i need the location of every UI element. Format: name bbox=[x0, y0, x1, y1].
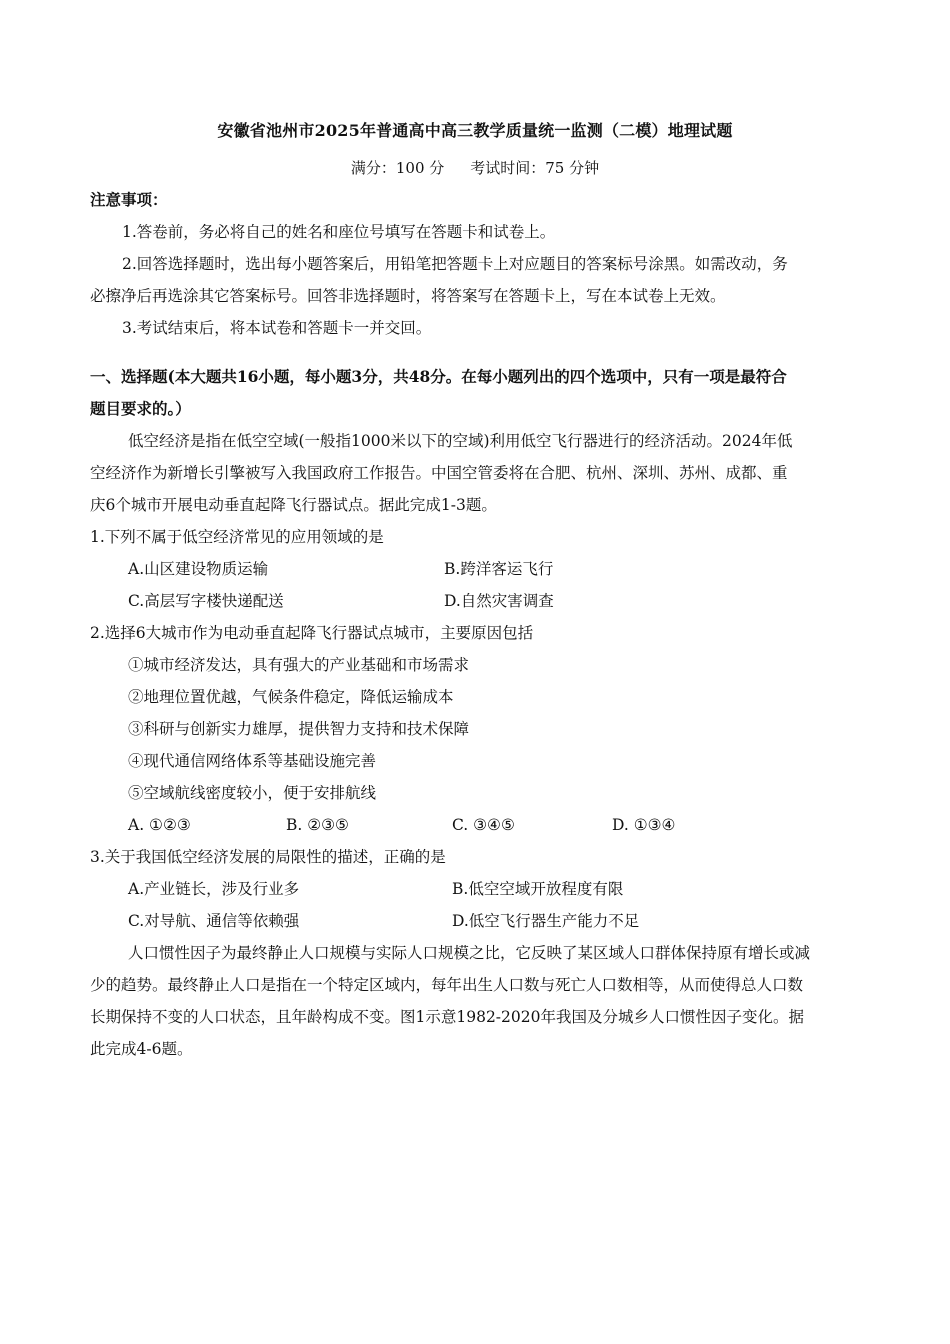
exam-time: 考试时间：75 分钟 bbox=[470, 159, 600, 177]
section-heading: 题目要求的。） bbox=[90, 399, 191, 418]
full-score: 满分：100 分 bbox=[350, 159, 445, 177]
exam-info bbox=[0, 157, 950, 178]
statement-item: ③科研与创新实力雄厚，提供智力支持和技术保障 bbox=[128, 720, 470, 738]
notice-item: 1.答卷前，务必将自己的姓名和座位号填写在答题卡和试卷上。 bbox=[122, 223, 556, 241]
option-c: C.对导航、通信等依赖强 bbox=[128, 912, 300, 930]
statement-item: ②地理位置优越，气候条件稳定，降低运输成本 bbox=[128, 688, 454, 706]
page-title: 安徽省池州市2025年普通高中高三教学质量统一监测（二模）地理试题 bbox=[217, 121, 733, 140]
option-a: A. ①②③ bbox=[128, 816, 191, 834]
option-d: D.自然灾害调查 bbox=[444, 592, 554, 610]
statement-item: ④现代通信网络体系等基础设施完善 bbox=[128, 752, 377, 770]
passage-line: 少的趋势。最终静止人口是指在一个特定区域内，每年出生人口数与死亡人口数相等，从而使得总人口数 bbox=[90, 976, 804, 994]
option-c: C. ③④⑤ bbox=[452, 816, 515, 834]
statement-item: ⑤空域航线密度较小，便于安排航线 bbox=[128, 784, 377, 802]
option-a: A.产业链长，涉及行业多 bbox=[128, 880, 300, 898]
question-stem: 2.选择6大城市作为电动垂直起降飞行器试点城市，主要原因包括 bbox=[90, 624, 534, 642]
passage-line: 人口惯性因子为最终静止人口规模与实际人口规模之比，它反映了某区域人口群体保持原有增长或减 bbox=[128, 944, 811, 962]
question-stem: 1.下列不属于低空经济常见的应用领域的是 bbox=[90, 528, 384, 546]
passage-line: 低空经济是指在低空空域(一般指1000米以下的空域)利用低空飞行器进行的经济活动。2024年低 bbox=[128, 432, 793, 450]
option-b: B.低空空域开放程度有限 bbox=[452, 880, 624, 898]
passage-line: 此完成4-6题。 bbox=[90, 1040, 193, 1058]
notice-item: 3.考试结束后，将本试卷和答题卡一并交回。 bbox=[122, 319, 432, 337]
notice-item: 必擦净后再选涂其它答案标号。回答非选择题时，将答案写在答题卡上，写在本试卷上无效。 bbox=[90, 287, 726, 305]
notice-heading: 注意事项： bbox=[90, 190, 168, 209]
notice-item: 2.回答选择题时，选出每小题答案后，用铅笔把答题卡上对应题目的答案标号涂黑。如需改动，务 bbox=[122, 255, 788, 273]
passage-line: 庆6个城市开展电动垂直起降飞行器试点。据此完成1-3题。 bbox=[90, 496, 497, 514]
passage-line: 长期保持不变的人口状态，且年龄构成不变。图1示意1982-2020年我国及分城乡人口惯性因子变化。据 bbox=[90, 1008, 804, 1026]
statement-item: ①城市经济发达，具有强大的产业基础和市场需求 bbox=[128, 656, 470, 674]
option-d: D. ①③④ bbox=[612, 816, 676, 834]
option-a: A.山区建设物质运输 bbox=[128, 560, 269, 578]
option-b: B. ②③⑤ bbox=[286, 816, 349, 834]
section-heading: 一、选择题(本大题共16小题，每小题3分，共48分。在每小题列出的四个选项中，只有一项是最符合 bbox=[90, 367, 787, 386]
option-b: B.跨洋客运飞行 bbox=[444, 560, 554, 578]
question-stem: 3.关于我国低空经济发展的局限性的描述，正确的是 bbox=[90, 848, 446, 866]
passage-line: 空经济作为新增长引擎被写入我国政府工作报告。中国空管委将在合肥、杭州、深圳、苏州、成都、重 bbox=[90, 464, 788, 482]
option-d: D.低空飞行器生产能力不足 bbox=[452, 912, 640, 930]
option-c: C.高层写字楼快递配送 bbox=[128, 592, 284, 610]
